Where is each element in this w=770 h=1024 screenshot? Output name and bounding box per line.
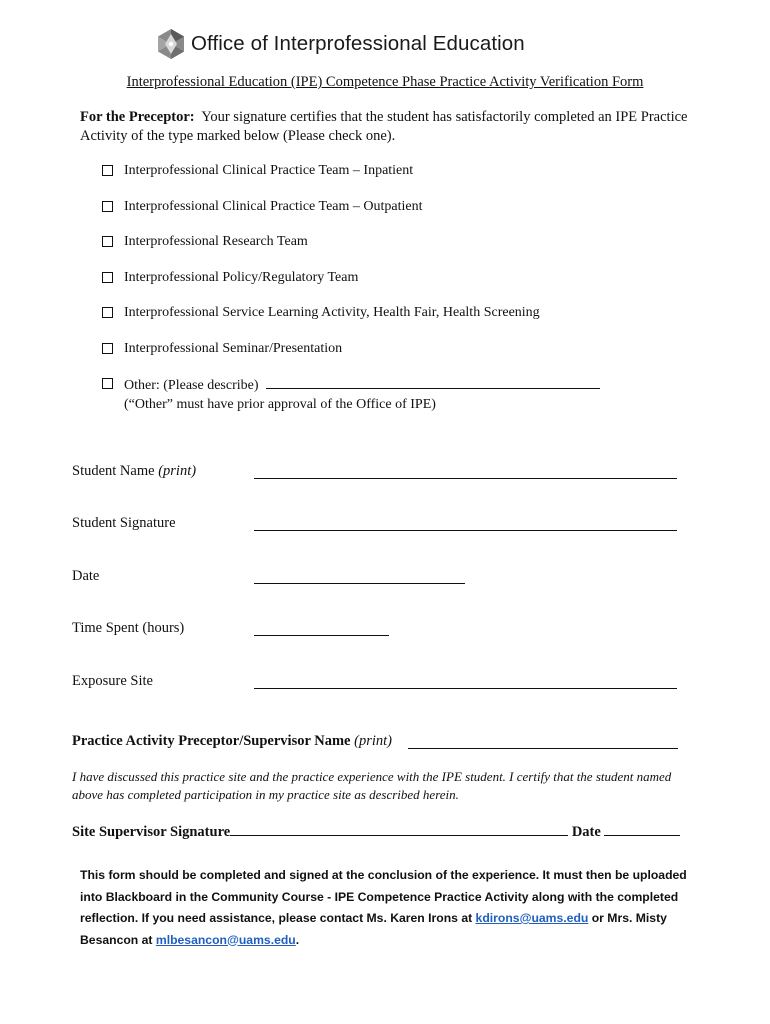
option-inpatient: Interprofessional Clinical Practice Team – Inpatient (102, 161, 413, 180)
checkbox-seminar[interactable] (102, 343, 113, 354)
time-spent-field[interactable] (254, 634, 389, 636)
intro-paragraph (80, 108, 700, 146)
checkbox-outpatient[interactable] (102, 201, 113, 212)
time-spent-label: Time Spent (hours) (72, 620, 185, 636)
form-title: Interprofessional Education (IPE) Competence Phase Practice Activity Verification Form (126, 74, 644, 90)
signature-date-field[interactable] (604, 821, 680, 836)
student-signature-field[interactable] (254, 529, 677, 531)
certification-statement: I have discussed this practice site and the practice experience with the IPE student. I certify that the student named above has completed participation in my practice site as described herein. (72, 769, 672, 802)
checkbox-service-learning[interactable] (102, 307, 113, 318)
email-link-irons[interactable]: kdirons@uams.edu (475, 911, 589, 925)
star-polygon-logo-icon (155, 28, 187, 60)
option-policy: Interprofessional Policy/Regulatory Team (102, 268, 358, 287)
intro-label: For the Preceptor: (80, 109, 195, 125)
option-seminar: Interprofessional Seminar/Presentation (102, 339, 342, 358)
option-service-learning: Interprofessional Service Learning Activity, Health Fair, Health Screening (102, 303, 540, 322)
site-supervisor-signature-label: Site Supervisor Signature (72, 824, 231, 840)
date-label: Date (72, 568, 100, 584)
site-supervisor-signature-row (72, 821, 680, 841)
checkbox-inpatient[interactable] (102, 165, 113, 176)
other-label: Other: (Please describe) (124, 378, 259, 393)
option-outpatient: Interprofessional Clinical Practice Team – Outpatient (102, 197, 423, 216)
student-name-field[interactable] (254, 477, 677, 479)
email-link-besancon[interactable]: mlbesancon@uams.edu (155, 932, 296, 947)
date-field[interactable] (254, 582, 465, 584)
student-name-label: Student Name (print) (72, 463, 197, 479)
option-other (102, 374, 600, 414)
student-signature-label: Student Signature (72, 515, 176, 531)
exposure-site-label: Exposure Site (72, 673, 153, 689)
other-note: (“Other” must have prior approval of the Office of IPE) (124, 397, 436, 412)
org-name: Office of Interprofessional Education (191, 32, 525, 55)
option-research: Interprofessional Research Team (102, 232, 308, 251)
intro-text: Your signature certifies that the student has satisfactorily completed an IPE Practice Activity of the type marked below (Please check one). (80, 109, 688, 144)
supervisor-name-label: Practice Activity Preceptor/Supervisor Name (print) (72, 733, 392, 749)
checkbox-policy[interactable] (102, 272, 113, 283)
instructions-note: This form should be completed and signed at the conclusion of the experience. It must then be uploaded into Blackboard in the Community Course - IPE Competence Practice Activity along with the completed reflection. If you need assistance, please contact Ms. Karen Irons at kdirons@uams.edu or Mrs. Misty Besancon at mlbesancon@uams.edu. (80, 868, 687, 947)
header-logo (155, 28, 525, 60)
signature-date-label: Date (571, 824, 601, 840)
checkbox-other[interactable] (102, 378, 113, 389)
supervisor-name-field[interactable] (408, 747, 678, 749)
site-supervisor-signature-field[interactable] (230, 821, 568, 836)
exposure-site-field[interactable] (254, 687, 677, 689)
other-description-field[interactable] (266, 374, 600, 389)
checkbox-research[interactable] (102, 236, 113, 247)
